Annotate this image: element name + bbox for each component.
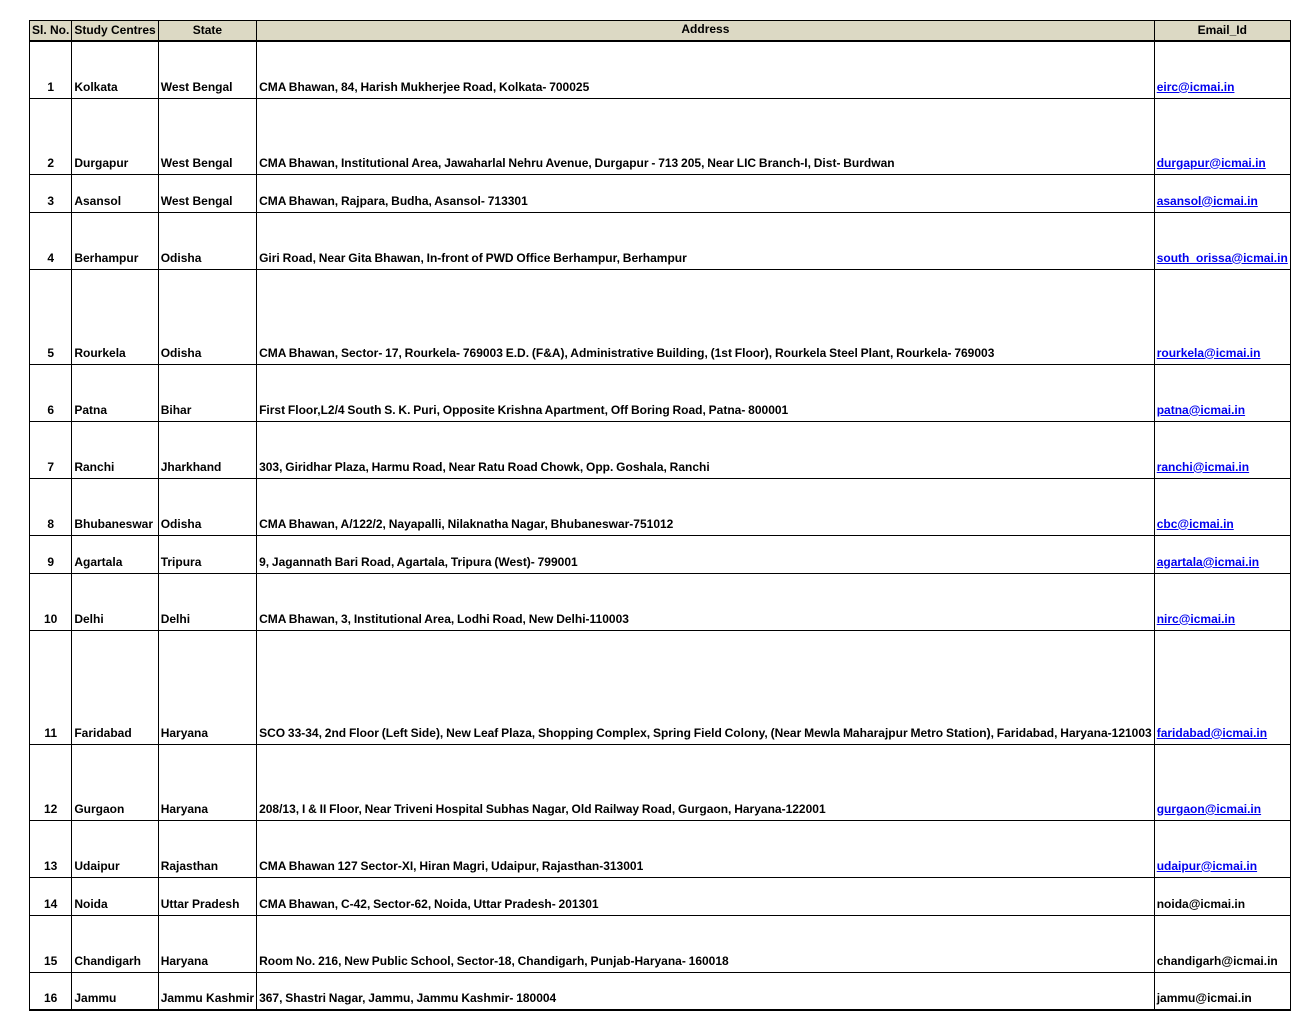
address-cell: CMA Bhawan, 3, Institutional Area, Lodhi Road, New Delhi-110003 xyxy=(257,573,1155,630)
email-cell xyxy=(1154,421,1290,478)
study-centre-cell: Jammu xyxy=(72,972,158,1010)
email-cell xyxy=(1154,820,1290,877)
email-link[interactable]: eirc@icmai.in xyxy=(1156,79,1235,94)
table-row xyxy=(30,820,1291,877)
state-cell: West Bengal xyxy=(158,41,256,98)
sl-no-cell: 16 xyxy=(30,972,72,1010)
table-row xyxy=(30,364,1291,421)
email-cell xyxy=(1154,478,1290,535)
address-cell: CMA Bhawan, 84, Harish Mukherjee Road, Kolkata- 700025 xyxy=(257,41,1155,98)
sl-no-cell: 11 xyxy=(30,630,72,744)
table-body xyxy=(30,41,1291,1010)
table-row xyxy=(30,573,1291,630)
email-cell xyxy=(1154,269,1290,364)
study-centre-cell: Asansol xyxy=(72,174,158,212)
sl-no-cell: 7 xyxy=(30,421,72,478)
study-centres-table xyxy=(29,20,1291,1011)
study-centre-cell: Agartala xyxy=(72,535,158,573)
email-cell xyxy=(1154,877,1290,915)
state-cell: Rajasthan xyxy=(158,820,256,877)
email-cell xyxy=(1154,364,1290,421)
state-cell: Jharkhand xyxy=(158,421,256,478)
header-address: Address xyxy=(257,21,1155,42)
email-cell xyxy=(1154,41,1290,98)
email-link[interactable]: gurgaon@icmai.in xyxy=(1156,801,1262,816)
sl-no-cell: 10 xyxy=(30,573,72,630)
study-centre-cell: Faridabad xyxy=(72,630,158,744)
study-centre-cell: Ranchi xyxy=(72,421,158,478)
table-row xyxy=(30,972,1291,1010)
email-link[interactable]: south_orissa@icmai.in xyxy=(1156,250,1288,265)
address-cell: 303, Giridhar Plaza, Harmu Road, Near Ratu Road Chowk, Opp. Goshala, Ranchi xyxy=(257,421,1155,478)
sl-no-cell: 15 xyxy=(30,915,72,972)
address-cell: CMA Bhawan, Institutional Area, Jawaharlal Nehru Avenue, Durgapur - 713 205, Near LIC Branch-I, Dist- Burdwan xyxy=(257,98,1155,174)
table-row xyxy=(30,41,1291,98)
table-row xyxy=(30,915,1291,972)
table-row xyxy=(30,877,1291,915)
address-cell: 9, Jagannath Bari Road, Agartala, Tripura (West)- 799001 xyxy=(257,535,1155,573)
address-cell: 208/13, I & II Floor, Near Triveni Hospital Subhas Nagar, Old Railway Road, Gurgaon, Haryana-122001 xyxy=(257,744,1155,820)
study-centre-cell: Udaipur xyxy=(72,820,158,877)
address-cell: 367, Shastri Nagar, Jammu, Jammu Kashmir- 180004 xyxy=(257,972,1155,1010)
study-centre-cell: Bhubaneswar xyxy=(72,478,158,535)
sl-no-cell: 12 xyxy=(30,744,72,820)
header-state: State xyxy=(158,21,256,42)
study-centre-cell: Noida xyxy=(72,877,158,915)
state-cell: West Bengal xyxy=(158,174,256,212)
address-cell: CMA Bhawan 127 Sector-XI, Hiran Magri, Udaipur, Rajasthan-313001 xyxy=(257,820,1155,877)
email-cell xyxy=(1154,573,1290,630)
sl-no-cell: 9 xyxy=(30,535,72,573)
email-link[interactable]: rourkela@icmai.in xyxy=(1156,345,1261,360)
email-cell xyxy=(1154,915,1290,972)
address-cell: CMA Bhawan, A/122/2, Nayapalli, Nilaknatha Nagar, Bhubaneswar-751012 xyxy=(257,478,1155,535)
address-cell: CMA Bhawan, C-42, Sector-62, Noida, Uttar Pradesh- 201301 xyxy=(257,877,1155,915)
study-centre-cell: Delhi xyxy=(72,573,158,630)
state-cell: Odisha xyxy=(158,478,256,535)
state-cell: West Bengal xyxy=(158,98,256,174)
address-cell: Room No. 216, New Public School, Sector-18, Chandigarh, Punjab-Haryana- 160018 xyxy=(257,915,1155,972)
sl-no-cell: 5 xyxy=(30,269,72,364)
state-cell: Uttar Pradesh xyxy=(158,877,256,915)
email-link[interactable]: faridabad@icmai.in xyxy=(1156,725,1268,740)
state-cell: Bihar xyxy=(158,364,256,421)
address-cell: Giri Road, Near Gita Bhawan, In-front of PWD Office Berhampur, Berhampur xyxy=(257,212,1155,269)
study-centre-cell: Chandigarh xyxy=(72,915,158,972)
sl-no-cell: 4 xyxy=(30,212,72,269)
state-cell: Odisha xyxy=(158,269,256,364)
email-cell xyxy=(1154,212,1290,269)
state-cell: Haryana xyxy=(158,744,256,820)
sl-no-cell: 14 xyxy=(30,877,72,915)
study-centre-cell: Durgapur xyxy=(72,98,158,174)
email-cell xyxy=(1154,535,1290,573)
table-row xyxy=(30,174,1291,212)
sl-no-cell: 1 xyxy=(30,41,72,98)
sl-no-cell: 8 xyxy=(30,478,72,535)
email-cell xyxy=(1154,744,1290,820)
study-centre-cell: Rourkela xyxy=(72,269,158,364)
study-centre-cell: Berhampur xyxy=(72,212,158,269)
table-row xyxy=(30,630,1291,744)
state-cell: Haryana xyxy=(158,630,256,744)
email-text: jammu@icmai.in xyxy=(1156,991,1252,1006)
table-row xyxy=(30,98,1291,174)
email-cell xyxy=(1154,972,1290,1010)
email-link[interactable]: nirc@icmai.in xyxy=(1156,611,1236,626)
header-study-centres: Study Centres xyxy=(72,21,158,42)
table-row xyxy=(30,212,1291,269)
address-cell: First Floor,L2/4 South S. K. Puri, Opposite Krishna Apartment, Off Boring Road, Patna- 800001 xyxy=(257,364,1155,421)
sl-no-cell: 13 xyxy=(30,820,72,877)
email-link[interactable]: cbc@icmai.in xyxy=(1156,516,1234,531)
table-row xyxy=(30,535,1291,573)
email-link[interactable]: ranchi@icmai.in xyxy=(1156,459,1250,474)
table-row xyxy=(30,421,1291,478)
state-cell: Haryana xyxy=(158,915,256,972)
address-cell: SCO 33-34, 2nd Floor (Left Side), New Leaf Plaza, Shopping Complex, Spring Field Colony, (Near Mewla Maharajpur Metro Station), Faridabad, Haryana-121003 xyxy=(257,630,1155,744)
address-cell: CMA Bhawan, Sector- 17, Rourkela- 769003 E.D. (F&A), Administrative Building, (1st Floor), Rourkela Steel Plant, Rourkela- 769003 xyxy=(257,269,1155,364)
email-cell xyxy=(1154,98,1290,174)
email-link[interactable]: durgapur@icmai.in xyxy=(1156,155,1266,170)
table-row xyxy=(30,269,1291,364)
study-centre-cell: Kolkata xyxy=(72,41,158,98)
email-text: chandigarh@icmai.in xyxy=(1156,953,1278,968)
state-cell: Delhi xyxy=(158,573,256,630)
email-text: noida@icmai.in xyxy=(1156,896,1246,911)
address-cell: CMA Bhawan, Rajpara, Budha, Asansol- 713301 xyxy=(257,174,1155,212)
state-cell: Jammu Kashmir xyxy=(158,972,256,1010)
email-link[interactable]: patna@icmai.in xyxy=(1156,402,1246,417)
email-cell xyxy=(1154,174,1290,212)
state-cell: Tripura xyxy=(158,535,256,573)
study-centre-cell: Patna xyxy=(72,364,158,421)
sl-no-cell: 6 xyxy=(30,364,72,421)
sl-no-cell: 3 xyxy=(30,174,72,212)
state-cell: Odisha xyxy=(158,212,256,269)
study-centre-cell: Gurgaon xyxy=(72,744,158,820)
table-row xyxy=(30,744,1291,820)
email-link[interactable]: udaipur@icmai.in xyxy=(1156,858,1258,873)
header-sl-no: Sl. No. xyxy=(30,21,72,42)
header-row xyxy=(30,21,1291,42)
email-cell xyxy=(1154,630,1290,744)
table-row xyxy=(30,478,1291,535)
email-link[interactable]: asansol@icmai.in xyxy=(1156,193,1258,208)
header-email-id: Email_Id xyxy=(1154,21,1290,42)
sl-no-cell: 2 xyxy=(30,98,72,174)
email-link[interactable]: agartala@icmai.in xyxy=(1156,554,1260,569)
